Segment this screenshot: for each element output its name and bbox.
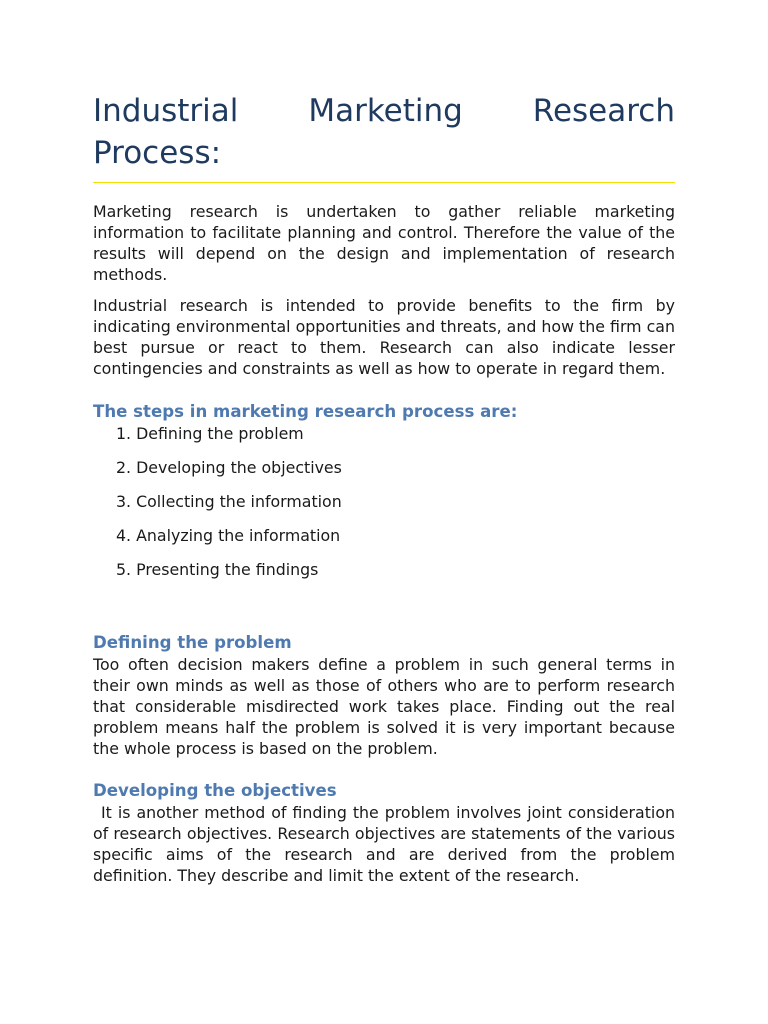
section-heading-developing-objectives: Developing the objectives [93, 781, 337, 800]
title-divider [93, 182, 675, 183]
section-body-defining-problem: Too often decision makers define a problem in such general terms in their own minds as well as those of others who are to perform research that considerable misdirected work takes place. Finding out the real problem means half the problem is solved it is very important because the whole process is based on the problem. [93, 655, 675, 758]
steps-list-item: 3. Collecting the information [116, 492, 342, 511]
title-line-1: Industrial Marketing Research [93, 93, 675, 129]
steps-list-item: 5. Presenting the findings [116, 560, 319, 579]
steps-list [93, 423, 675, 580]
intro-paragraph-2: Industrial research is intended to provide benefits to the firm by indicating environmental opportunities and threats, and how the firm can best pursue or react to them. Research can also indicate lesser contingencies and constraints as well as how to operate in regard them. [93, 296, 675, 378]
steps-list-item: 4. Analyzing the information [116, 526, 341, 545]
steps-list-item: 2. Developing the objectives [116, 458, 342, 477]
page-content [93, 90, 675, 896]
section-heading-defining-problem: Defining the problem [93, 633, 292, 652]
title-line-2: Process: [93, 135, 222, 171]
intro-paragraph-1: Marketing research is undertaken to gather reliable marketing information to facilitate planning and control. Therefore the value of the results will depend on the design and implementation of research methods. [93, 202, 675, 284]
section-body-developing-objectives: It is another method of finding the problem involves joint consideration of research objectives. Research objectives are statements of the various specific aims of the research and are derived from the problem definition. They describe and limit the extent of the research. [93, 803, 675, 885]
steps-heading: The steps in marketing research process are: [93, 402, 518, 421]
page-title [93, 90, 675, 174]
steps-list-item: 1. Defining the problem [116, 424, 304, 443]
